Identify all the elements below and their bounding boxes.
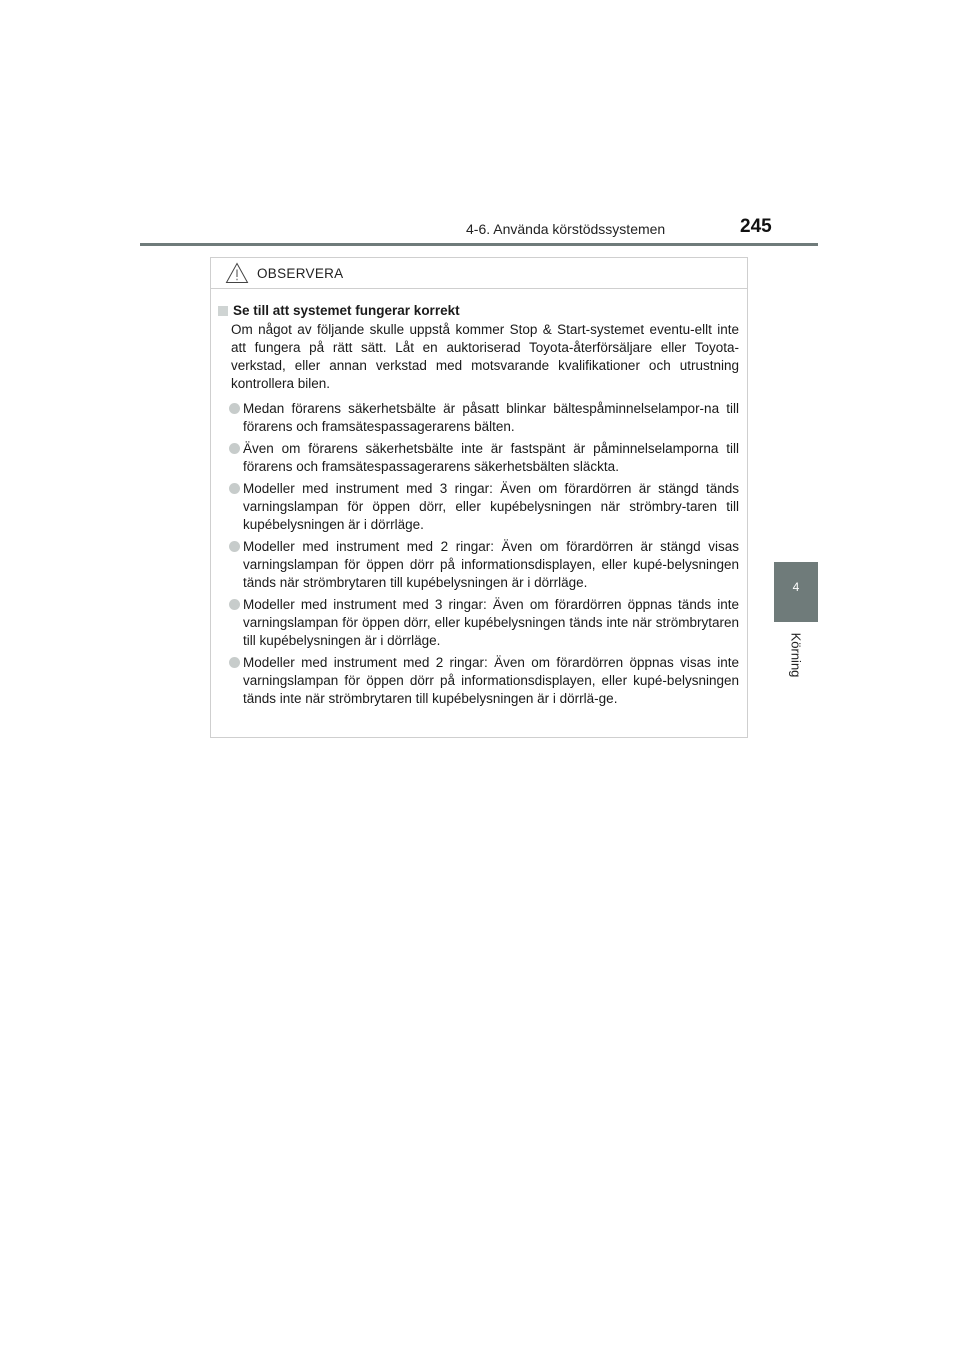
notice-box [210,257,748,738]
notice-subheading [218,302,739,320]
notice-items [217,400,739,708]
list-item [217,654,739,708]
chapter-section-title: 4-6. Använda körstödssystemen [466,221,666,237]
list-item-text: Även om förarens säkerhetsbälte inte är fastspänt är påminnelselamporna till förarens och framsätespassagerarens säkerhetsbälten släckta. [243,441,739,474]
list-item-text: Modeller med instrument med 3 ringar: Även om förardörren är stängd tänds varningslampan för öppen dörr, eller kupébelysningen när strömbry-taren till kupébelysningen är i dörrläge. [243,481,739,532]
list-item [217,538,739,592]
list-item-text: Modeller med instrument med 3 ringar: Även om förardörren öppnas tänds inte varningslampan för öppen dörr, eller kupébelysningen tänds inte när strömbrytaren till kupébelysningen är i dörrläge. [243,597,739,648]
notice-title: OBSERVERA [257,265,344,281]
notice-intro: Om något av följande skulle uppstå kommer Stop & Start-systemet eventu-ellt inte att fungera på rätt sätt. Låt en auktoriserad Toyota-återförsäljare eller Toyota-verkstad, eller annan verkstad med motsvarande kvalifikationer och utrustning kontrollera bilen. [231,322,739,391]
chapter-tab-number: 4 [792,580,800,594]
page-number: 245 [740,216,772,237]
list-item [217,440,739,476]
list-item [217,400,739,436]
round-bullet-icon [229,599,240,610]
chapter-tab [774,562,818,622]
round-bullet-icon [229,541,240,552]
list-item [217,596,739,650]
square-bullet-icon [218,306,228,316]
chapter-tab-label: Körning [788,632,804,678]
list-item [217,480,739,534]
list-item-text: Modeller med instrument med 2 ringar: Även om förardörren öppnas visas inte varningslampan för öppen dörr på informationsdisplayen, eller kupé-belysningen tänds inte när strömbrytaren till kupébelysningen är i dörrlä-ge. [243,655,739,706]
round-bullet-icon [229,443,240,454]
round-bullet-icon [229,483,240,494]
round-bullet-icon [229,657,240,668]
round-bullet-icon [229,403,240,414]
header-divider [140,243,818,246]
warning-triangle-icon [225,262,249,284]
notice-body [211,289,747,708]
notice-header [211,258,747,289]
notice-subheading-text: Se till att systemet fungerar korrekt [233,303,460,318]
list-item-text: Medan förarens säkerhetsbälte är påsatt blinkar bältespåminnelselampor-na till förarens och framsätespassagerarens bälten. [243,401,739,434]
list-item-text: Modeller med instrument med 2 ringar: Även om förardörren är stängd visas varningslampan för öppen dörr på informationsdisplayen, eller kupé-belysningen tänds när strömbrytaren till kupébelysningen är i dörrläge. [243,539,739,590]
